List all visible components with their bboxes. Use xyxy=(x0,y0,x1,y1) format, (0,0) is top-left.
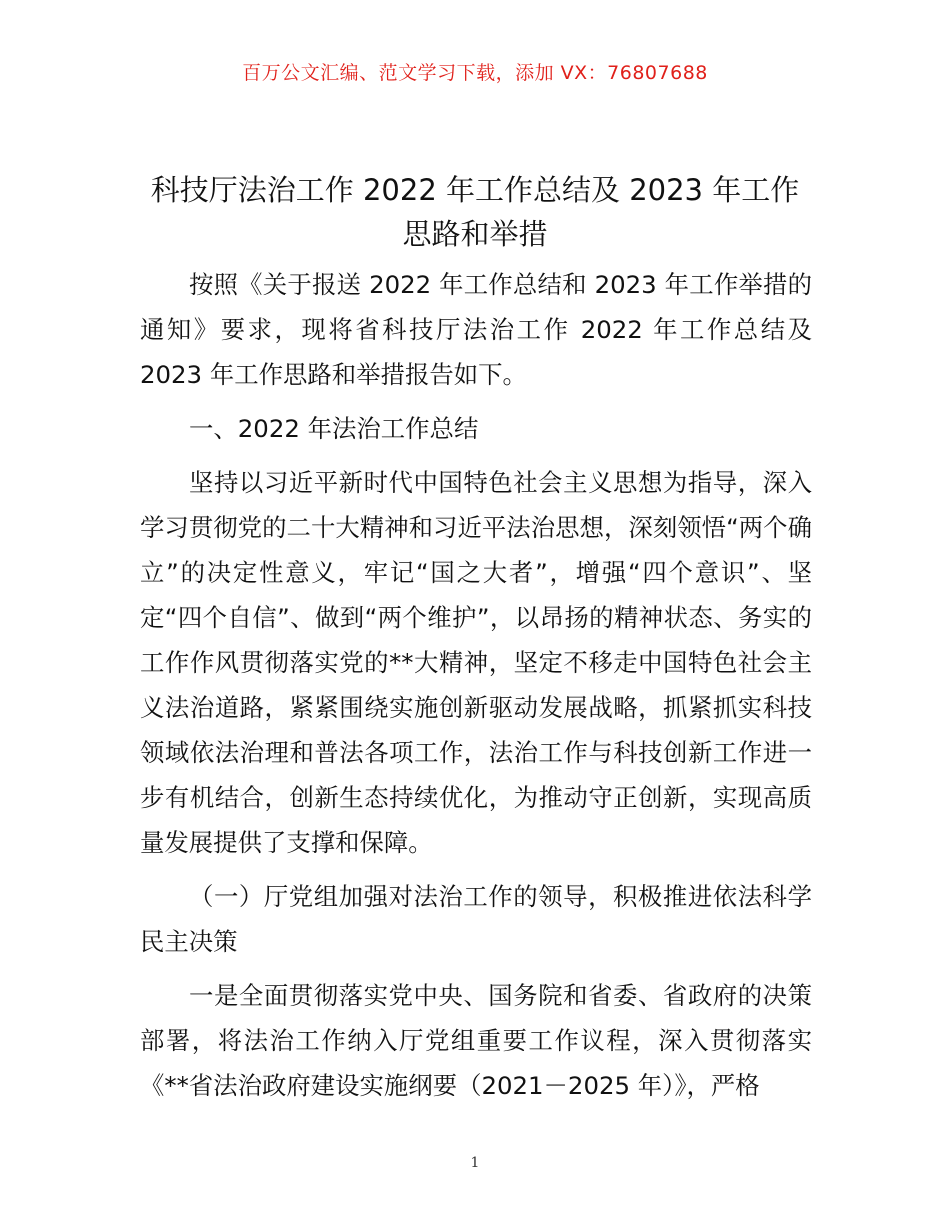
summary-paragraph: 坚持以习近平新时代中国特色社会主义思想为指导，深入学习贯彻党的二十大精神和习近平法治思想，深刻领悟“两个确立”的决定性意义，牢记“国之大者”，增强“四个意识”、坚定“四个自信”、做到“两个维护”，以昂扬的精神状态、务实的工作作风贯彻落实党的**大精神，坚定不移走中国特色社会主义法治道路，紧紧围绕实施创新驱动发展战略，抓紧抓实科技领域依法治理和普法各项工作，法治工作与科技创新工作进一步有机结合，创新生态持续优化，为推动守正创新，实现高质量发展提供了支撑和保障。 xyxy=(140,468,812,857)
section-heading-1: 一、2022 年法治工作总结 xyxy=(189,414,479,443)
subsection-paragraph-1: 一是全面贯彻落实党中央、国务院和省委、省政府的决策部署，将法治工作纳入厅党组重要工作议程，深入贯彻落实《**省法治政府建设实施纲要（2021－2025 年）》，严格 xyxy=(140,981,812,1100)
subsection-heading-1: （一）厅党组加强对法治工作的领导，积极推进依法科学民主决策 xyxy=(140,882,812,956)
document-body xyxy=(140,262,812,1117)
intro-paragraph: 按照《关于报送 2022 年工作总结和 2023 年工作举措的通知》要求，现将省科技厅法治工作 2022 年工作总结及 2023 年工作思路和举措报告如下。 xyxy=(140,270,812,389)
document-title: 科技厅法治工作 2022 年工作总结及 2023 年工作思路和举措 xyxy=(150,173,800,251)
header-watermark-note: 百万公文汇编、范文学习下载，添加 VX：76807688 xyxy=(242,62,708,84)
page-number: 1 xyxy=(470,1155,480,1171)
